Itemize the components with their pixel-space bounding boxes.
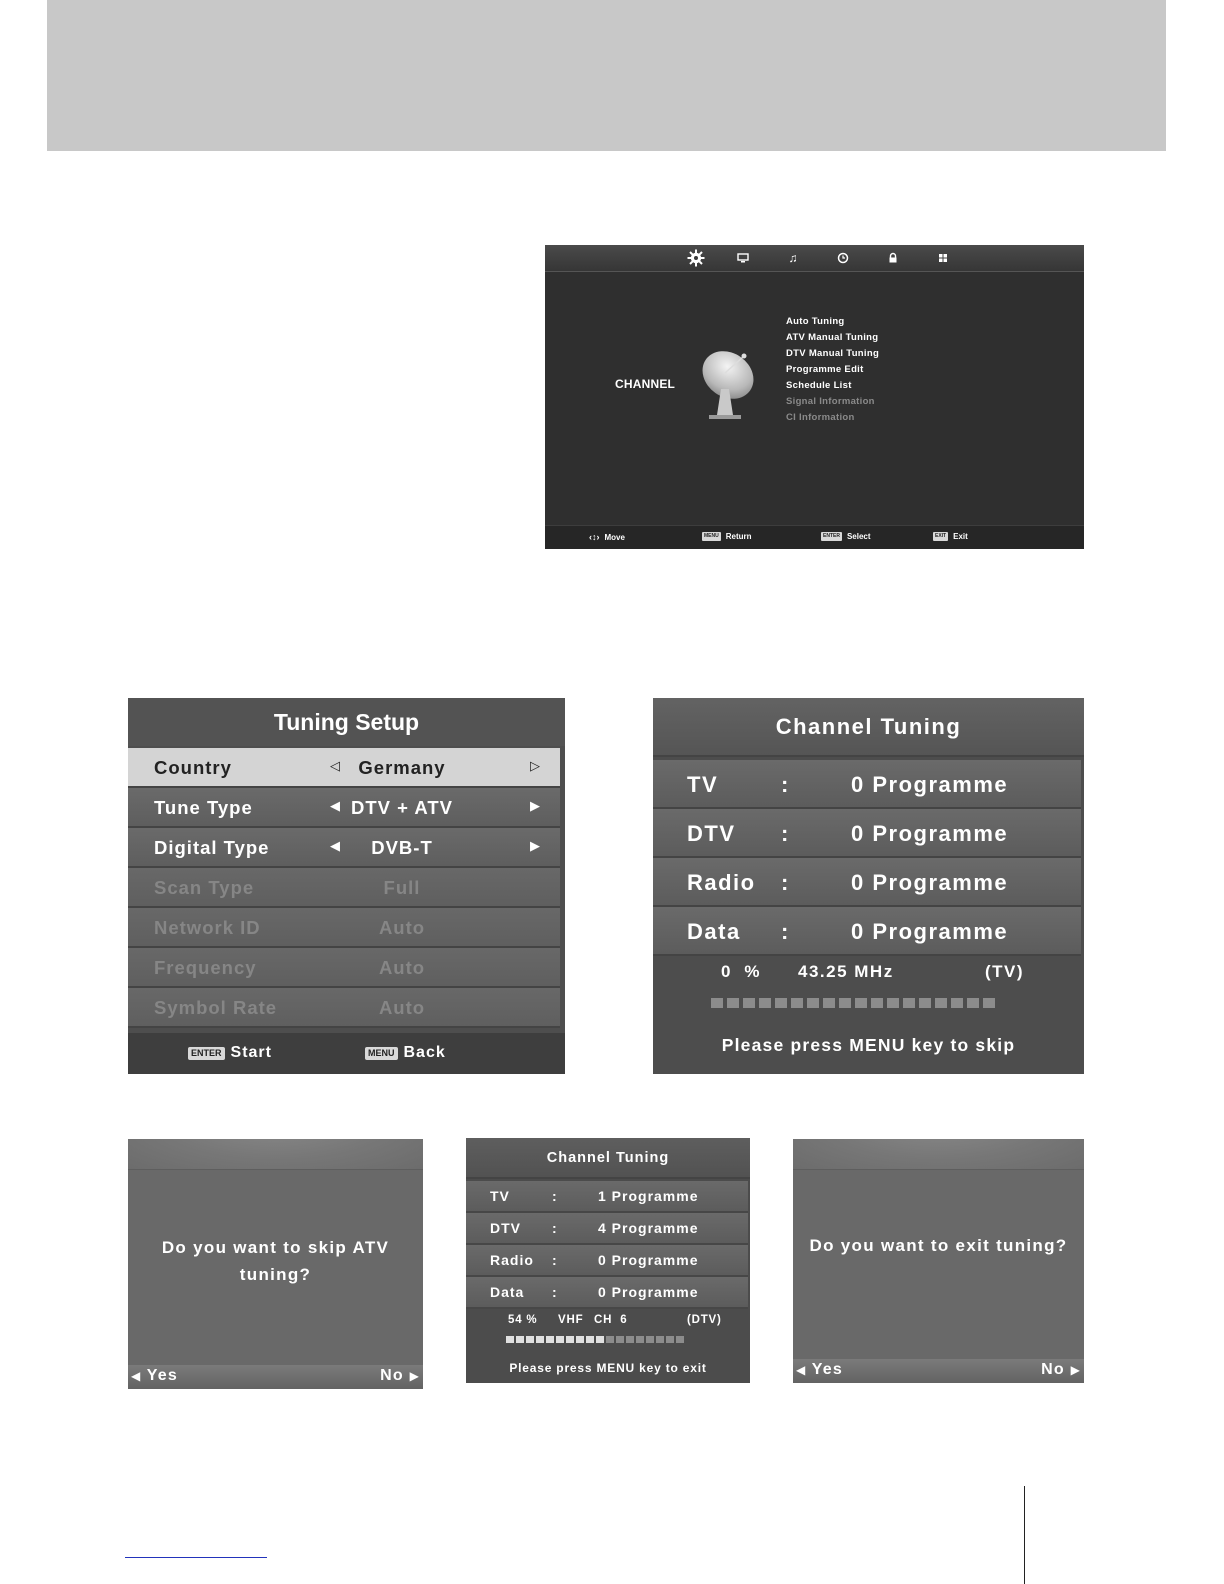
setup-row-label: Digital Type <box>154 837 270 858</box>
tuning-row-tv <box>653 760 1081 809</box>
progress-block <box>823 998 835 1008</box>
enter-key-icon: ENTER <box>823 533 840 539</box>
tuning-setup-footer <box>128 1033 565 1074</box>
tuning-row-colon: : <box>781 772 790 797</box>
tuning-percent: 0 % <box>721 962 762 981</box>
setup-row-value: Auto <box>378 917 426 938</box>
yes-button[interactable]: ◀ Yes <box>131 1367 178 1384</box>
channel-tuning-progress-screen <box>466 1138 750 1383</box>
menu-hint-bar <box>545 525 1084 549</box>
progress-block <box>616 1336 624 1343</box>
tuning-row-label: Radio <box>490 1252 534 1268</box>
progress-block <box>855 998 867 1008</box>
progress-block <box>596 1336 604 1343</box>
lock-icon[interactable] <box>884 249 902 267</box>
tuning-row-label: Data <box>687 919 741 944</box>
channel-menu-list <box>786 314 879 426</box>
dialog-header <box>793 1139 1084 1170</box>
tuning-row-colon: : <box>552 1252 558 1268</box>
gear-icon[interactable] <box>687 249 705 267</box>
tuning-row-colon: : <box>552 1220 558 1236</box>
tuning-row-colon: : <box>781 919 790 944</box>
setup-row-country[interactable] <box>128 748 560 788</box>
setup-row-value: DVB-T <box>371 837 433 858</box>
tuning-channel: CH 6 <box>594 1314 628 1326</box>
tuning-row-value: 1 Programme <box>598 1188 699 1204</box>
channel-tuning-title: Channel Tuning <box>653 698 1084 757</box>
dialog-header <box>128 1139 423 1170</box>
tuning-row-colon: : <box>781 821 790 846</box>
start-button[interactable]: ENTER Start <box>188 1044 272 1062</box>
tuning-row-data <box>466 1277 748 1309</box>
arrow-right-icon: ▶ <box>409 1369 420 1383</box>
music-note-icon[interactable]: ♫ <box>788 251 798 265</box>
tuning-row-value: 0 Programme <box>851 919 1009 944</box>
arrow-right-icon[interactable]: ▶ <box>530 838 541 853</box>
grid-icon[interactable] <box>934 249 952 267</box>
progress-block <box>676 1336 684 1343</box>
setup-row-value: Auto <box>378 957 426 978</box>
setup-row-symbol-rate <box>128 988 560 1028</box>
arrow-left-icon[interactable]: ◀ <box>330 838 341 853</box>
arrow-left-icon[interactable]: ◀ <box>330 798 341 813</box>
dialog-footer <box>128 1365 423 1389</box>
arrow-left-icon: ◀ <box>131 1369 142 1383</box>
progress-block <box>775 998 787 1008</box>
setup-row-label: Country <box>154 757 232 778</box>
tuning-setup-screen <box>128 698 565 1074</box>
progress-block <box>967 998 979 1008</box>
setup-row-scan-type <box>128 868 560 908</box>
monitor-icon[interactable] <box>734 249 752 267</box>
progress-block <box>807 998 819 1008</box>
tuning-row-value: 0 Programme <box>851 870 1009 895</box>
progress-block <box>586 1336 594 1343</box>
setup-row-value: Full <box>383 877 421 898</box>
footer-divider <box>1024 1486 1025 1584</box>
arrow-right-icon[interactable]: ▶ <box>530 798 541 813</box>
setup-row-value: Auto <box>378 997 426 1018</box>
menu-key-icon: MENU <box>704 533 719 539</box>
progress-block <box>566 1336 574 1343</box>
progress-block <box>556 1336 564 1343</box>
setup-row-value: DTV + ATV <box>350 797 454 818</box>
tuning-band: VHF <box>558 1314 584 1326</box>
progress-block <box>666 1336 674 1343</box>
arrow-right-outline-icon[interactable]: ▷ <box>530 758 541 773</box>
tuning-row-radio <box>653 858 1081 907</box>
setup-row-label: Frequency <box>154 957 257 978</box>
hint-exit: EXIT Exit <box>935 532 968 541</box>
progress-block <box>919 998 931 1008</box>
tuning-row-value: 4 Programme <box>598 1220 699 1236</box>
progress-block <box>871 998 883 1008</box>
menu-tab-bar <box>545 245 1084 272</box>
progress-block <box>536 1336 544 1343</box>
tuning-percent: 54 % <box>508 1314 538 1326</box>
no-button[interactable]: No ▶ <box>380 1367 420 1384</box>
setup-row-label: Symbol Rate <box>154 997 278 1018</box>
page-header-band <box>47 0 1166 151</box>
clock-icon[interactable] <box>834 249 852 267</box>
menu-item-auto-tuning[interactable]: Auto Tuning <box>786 316 845 327</box>
tuning-frequency: 43.25 MHz <box>798 962 894 981</box>
channel-menu-screen <box>545 245 1084 549</box>
tuning-row-dtv <box>653 809 1081 858</box>
progress-block <box>526 1336 534 1343</box>
channel-tuning-title: Channel Tuning <box>466 1138 750 1179</box>
progress-block <box>727 998 739 1008</box>
arrow-left-icon: ◀ <box>796 1363 807 1377</box>
hint-move: ‹↕› Move <box>589 532 625 542</box>
dialog-message: Do you want to skip ATV tuning? <box>161 1238 390 1284</box>
menu-item-schedule-list[interactable]: Schedule List <box>786 380 852 391</box>
yes-button[interactable]: ◀ Yes <box>796 1361 843 1378</box>
progress-block <box>791 998 803 1008</box>
tuning-progress-bar <box>506 1336 684 1343</box>
dialog-message: Do you want to exit tuning? <box>809 1236 1068 1255</box>
enter-key-icon: ENTER <box>188 1047 225 1060</box>
arrow-left-outline-icon[interactable]: ◁ <box>330 758 341 773</box>
setup-row-network-id <box>128 908 560 948</box>
progress-block <box>839 998 851 1008</box>
menu-item-dtv-manual-tuning[interactable]: DTV Manual Tuning <box>786 348 880 359</box>
progress-block <box>759 998 771 1008</box>
setup-row-label: Tune Type <box>154 797 253 818</box>
channel-tuning-screen <box>653 698 1084 1074</box>
tuning-progress-bar <box>711 998 995 1008</box>
setup-row-label: Scan Type <box>154 877 255 898</box>
setup-row-digital-type[interactable] <box>128 828 560 868</box>
footer-link-underline <box>125 1557 267 1558</box>
hint-select: ENTER Select <box>823 532 871 541</box>
tuning-row-label: TV <box>490 1188 510 1204</box>
tuning-row-value: 0 Programme <box>851 821 1009 846</box>
menu-key-icon: MENU <box>365 1047 398 1060</box>
dialog-footer <box>793 1359 1084 1383</box>
progress-block <box>951 998 963 1008</box>
progress-block <box>887 998 899 1008</box>
setup-row-tune-type[interactable] <box>128 788 560 828</box>
progress-block <box>935 998 947 1008</box>
progress-block <box>576 1336 584 1343</box>
hint-return: MENU Return <box>704 532 752 541</box>
menu-item-programme-edit[interactable]: Programme Edit <box>786 364 864 375</box>
menu-category-title: CHANNEL <box>615 377 676 391</box>
progress-block <box>646 1336 654 1343</box>
tuning-row-value: 0 Programme <box>598 1284 699 1300</box>
arrow-right-icon: ▶ <box>1070 1363 1081 1377</box>
progress-block <box>636 1336 644 1343</box>
exit-key-icon: EXIT <box>935 533 947 539</box>
setup-row-label: Network ID <box>154 917 261 938</box>
progress-block <box>516 1336 524 1343</box>
progress-block <box>546 1336 554 1343</box>
tuning-row-radio <box>466 1245 748 1277</box>
tuning-row-data <box>653 907 1081 956</box>
move-arrows-icon: ‹↕› <box>589 532 600 542</box>
setup-row-value: Germany <box>358 757 446 778</box>
skip-atv-dialog <box>128 1139 423 1389</box>
setup-row-frequency <box>128 948 560 988</box>
progress-block <box>743 998 755 1008</box>
exit-tuning-dialog <box>793 1139 1084 1383</box>
progress-block <box>606 1336 614 1343</box>
tuning-setup-title: Tuning Setup <box>128 698 565 746</box>
tuning-row-value: 0 Programme <box>851 772 1009 797</box>
tuning-exit-message: Please press MENU key to exit <box>509 1361 707 1375</box>
progress-block <box>656 1336 664 1343</box>
satellite-dish-icon <box>695 345 765 425</box>
tuning-skip-message: Please press MENU key to skip <box>721 1035 1016 1055</box>
tuning-mode: (TV) <box>985 962 1025 981</box>
progress-block <box>711 998 723 1008</box>
tuning-row-label: Data <box>490 1284 525 1300</box>
tuning-row-label: Radio <box>687 870 756 895</box>
menu-item-signal-information: Signal Information <box>786 396 875 407</box>
progress-block <box>626 1336 634 1343</box>
tuning-mode: (DTV) <box>687 1314 722 1326</box>
tuning-row-colon: : <box>552 1188 558 1204</box>
menu-item-ci-information: CI Information <box>786 412 855 423</box>
tuning-row-colon: : <box>552 1284 558 1300</box>
tuning-row-label: TV <box>687 772 719 797</box>
menu-item-atv-manual-tuning[interactable]: ATV Manual Tuning <box>786 332 879 343</box>
no-button[interactable]: No ▶ <box>1041 1361 1081 1378</box>
progress-block <box>983 998 995 1008</box>
progress-block <box>903 998 915 1008</box>
tuning-row-label: DTV <box>490 1220 521 1236</box>
tuning-row-dtv <box>466 1213 748 1245</box>
tuning-row-label: DTV <box>687 821 736 846</box>
tuning-row-tv <box>466 1181 748 1213</box>
tuning-row-colon: : <box>781 870 790 895</box>
tuning-row-value: 0 Programme <box>598 1252 699 1268</box>
progress-block <box>506 1336 514 1343</box>
back-button[interactable]: MENU Back <box>365 1044 446 1062</box>
